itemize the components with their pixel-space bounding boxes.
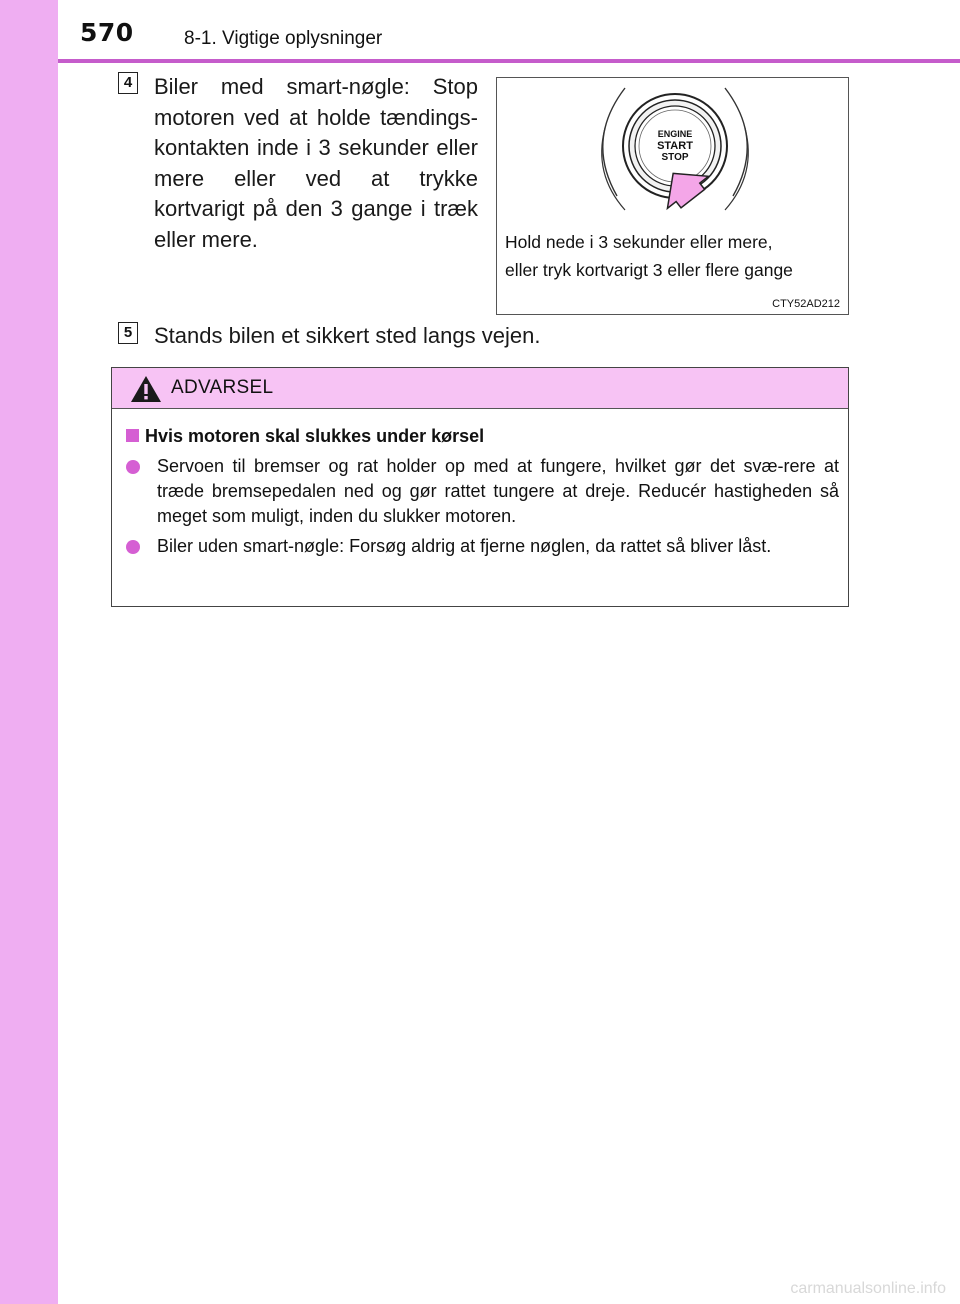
- warning-item-1: Servoen til bremser og rat holder op med at fungere, hvilket gør det svæ-rere at træde bremsepedalen ned og gør rattet tungere at dreje. Reducér hastigheden så meget som muligt, inden du slukker motoren.: [157, 456, 839, 526]
- step-number-5: 5: [118, 322, 138, 344]
- button-label-stop: STOP: [661, 152, 689, 163]
- warning-box: [111, 367, 849, 607]
- warning-title: ADVARSEL: [171, 377, 274, 398]
- page-number: 570: [80, 18, 134, 47]
- page-sidebar-band: [0, 0, 58, 1304]
- warning-triangle-icon: [130, 375, 162, 403]
- round-bullet-icon: [126, 540, 140, 554]
- figure-caption-line-2: eller tryk kortvarigt 3 eller flere gange: [505, 260, 793, 280]
- figure-caption: [505, 228, 850, 284]
- figure-caption-line-1: Hold nede i 3 sekunder eller mere,: [505, 232, 773, 252]
- engine-button-figure: [496, 77, 849, 315]
- step-4-text: Biler med smart-nøgle: Stop motoren ved at holde tændings-kontakten inde i 3 sekunder eller mere eller ved at trykke kortvarigt på den 3 gange i træk eller mere.: [154, 74, 478, 252]
- warning-heading-text: Hvis motoren skal slukkes under kørsel: [145, 426, 485, 446]
- button-label-engine: ENGINE: [657, 129, 693, 139]
- warning-item-2: Biler uden smart-nøgle: Forsøg aldrig at fjerne nøglen, da rattet så bliver låst.: [157, 536, 772, 556]
- square-bullet-icon: [126, 429, 139, 442]
- step-5-text: Stands bilen et sikkert sted langs vejen.: [154, 323, 541, 348]
- step-number-4: 4: [118, 72, 138, 94]
- figure-code: CTY52AD212: [772, 298, 840, 310]
- warning-heading: [126, 426, 484, 447]
- section-title: 8-1. Vigtige oplysninger: [184, 28, 383, 49]
- header-rule: [58, 59, 960, 63]
- button-label-start: START: [657, 140, 693, 152]
- round-bullet-icon: [126, 460, 140, 474]
- warning-header: [112, 368, 848, 409]
- watermark-text: carmanualsonline.info: [790, 1280, 946, 1297]
